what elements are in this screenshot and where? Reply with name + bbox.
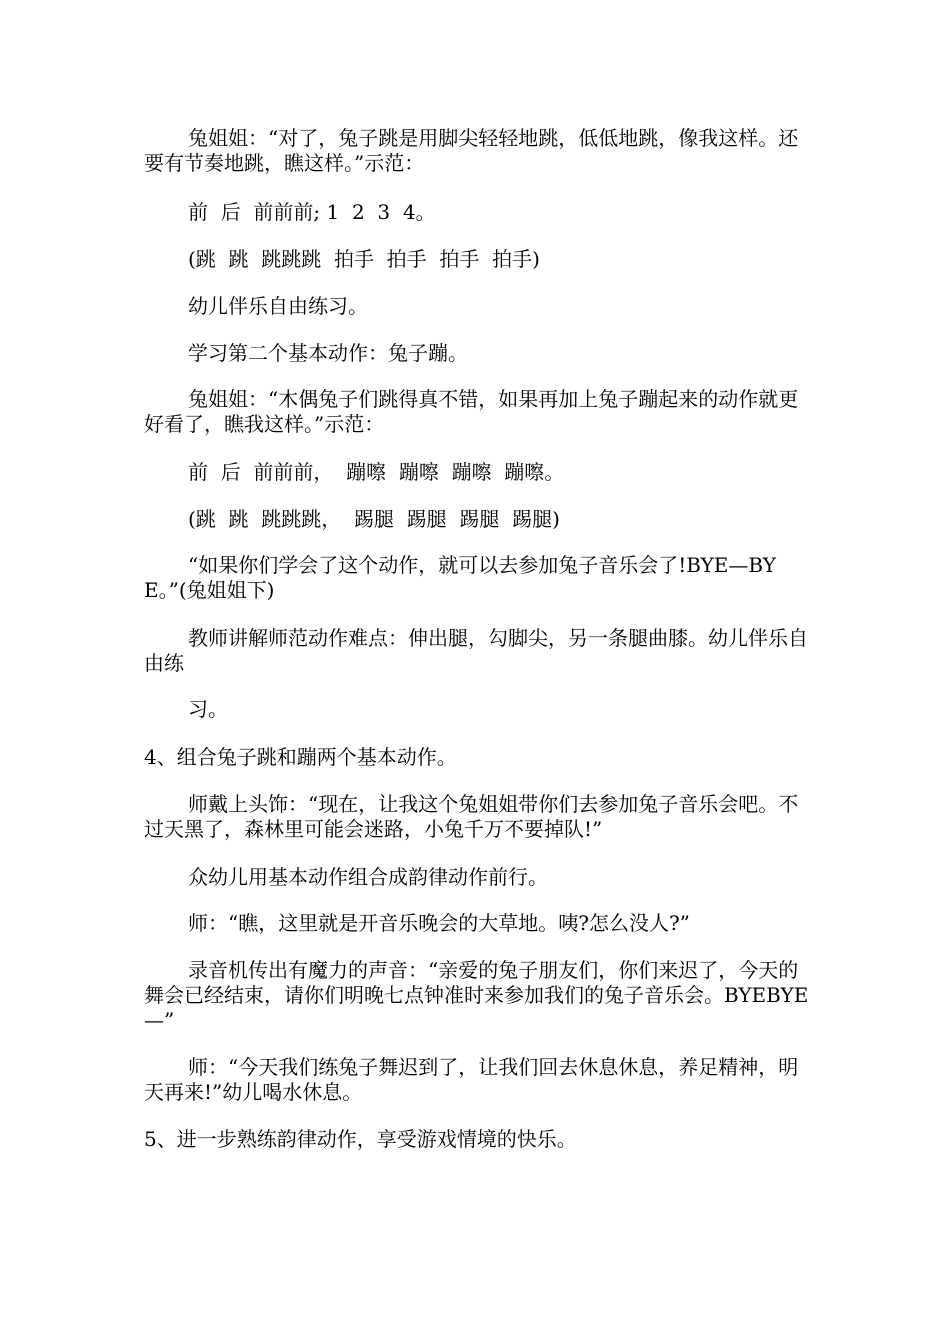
paragraph-free-practice: 幼儿伴乐自由练习。	[188, 294, 368, 318]
paragraph-rhythm-actions: (跳 跳 跳跳跳 拍手 拍手 拍手 拍手)	[188, 247, 540, 271]
paragraph-recorder-voice: 录音机传出有魔力的声音：“亲爱的兔子朋友们，你们来迟了，今天的舞会已经结束，请你们明晚七点钟准时来参加我们的兔子音乐会。BYEBYE—”	[144, 958, 809, 1032]
paragraph-second-move: 学习第二个基本动作：兔子蹦。	[188, 341, 468, 365]
paragraph-rhythm-count: 前 后 前前前; 1 2 3 4。	[188, 200, 436, 224]
section-heading-5: 5、进一步熟练韵律动作，享受游戏情境的快乐。	[144, 1127, 577, 1151]
paragraph-teacher-headwear: 师戴上头饰：“现在，让我这个兔姐姐带你们去参加兔子音乐会吧。不过天黑了，森林里可能会迷路，小兔千万不要掉队!”	[144, 792, 799, 841]
paragraph-rest: 师：“今天我们练兔子舞迟到了，让我们回去休息休息，养足精神，明天再来!”幼儿喝水休息。	[144, 1055, 799, 1104]
paragraph-children-march: 众幼儿用基本动作组合成韵律动作前行。	[188, 865, 548, 889]
paragraph-rabbit-hop-dialogue: 兔姐姐：“木偶兔子们跳得真不错，如果再加上兔子蹦起来的动作就更好看了，瞧我这样。”示范：	[144, 387, 799, 436]
paragraph-hop-count: 前 后 前前前， 蹦嚓 蹦嚓 蹦嚓 蹦嚓。	[188, 460, 565, 484]
paragraph-hop-actions: (跳 跳 跳跳跳， 踢腿 踢腿 踢腿 踢腿)	[188, 507, 560, 531]
paragraph-rabbit-jump-dialogue: 兔姐姐：“对了，兔子跳是用脚尖轻轻地跳，低低地跳，像我这样。还要有节奏地跳，瞧这样。”示范：	[144, 126, 799, 175]
paragraph-practice-end: 习。	[188, 697, 228, 721]
paragraph-concert-invite: “如果你们学会了这个动作，就可以去参加兔子音乐会了!BYE—BYE。”(兔姐姐下)	[144, 553, 776, 602]
paragraph-teacher-explains: 教师讲解师范动作难点：伸出腿，勾脚尖，另一条腿曲膝。幼儿伴乐自由练	[144, 626, 808, 675]
section-heading-4: 4、组合兔子跳和蹦两个基本动作。	[144, 745, 457, 769]
paragraph-meadow: 师：“瞧，这里就是开音乐晚会的大草地。咦?怎么没人?”	[188, 911, 690, 935]
